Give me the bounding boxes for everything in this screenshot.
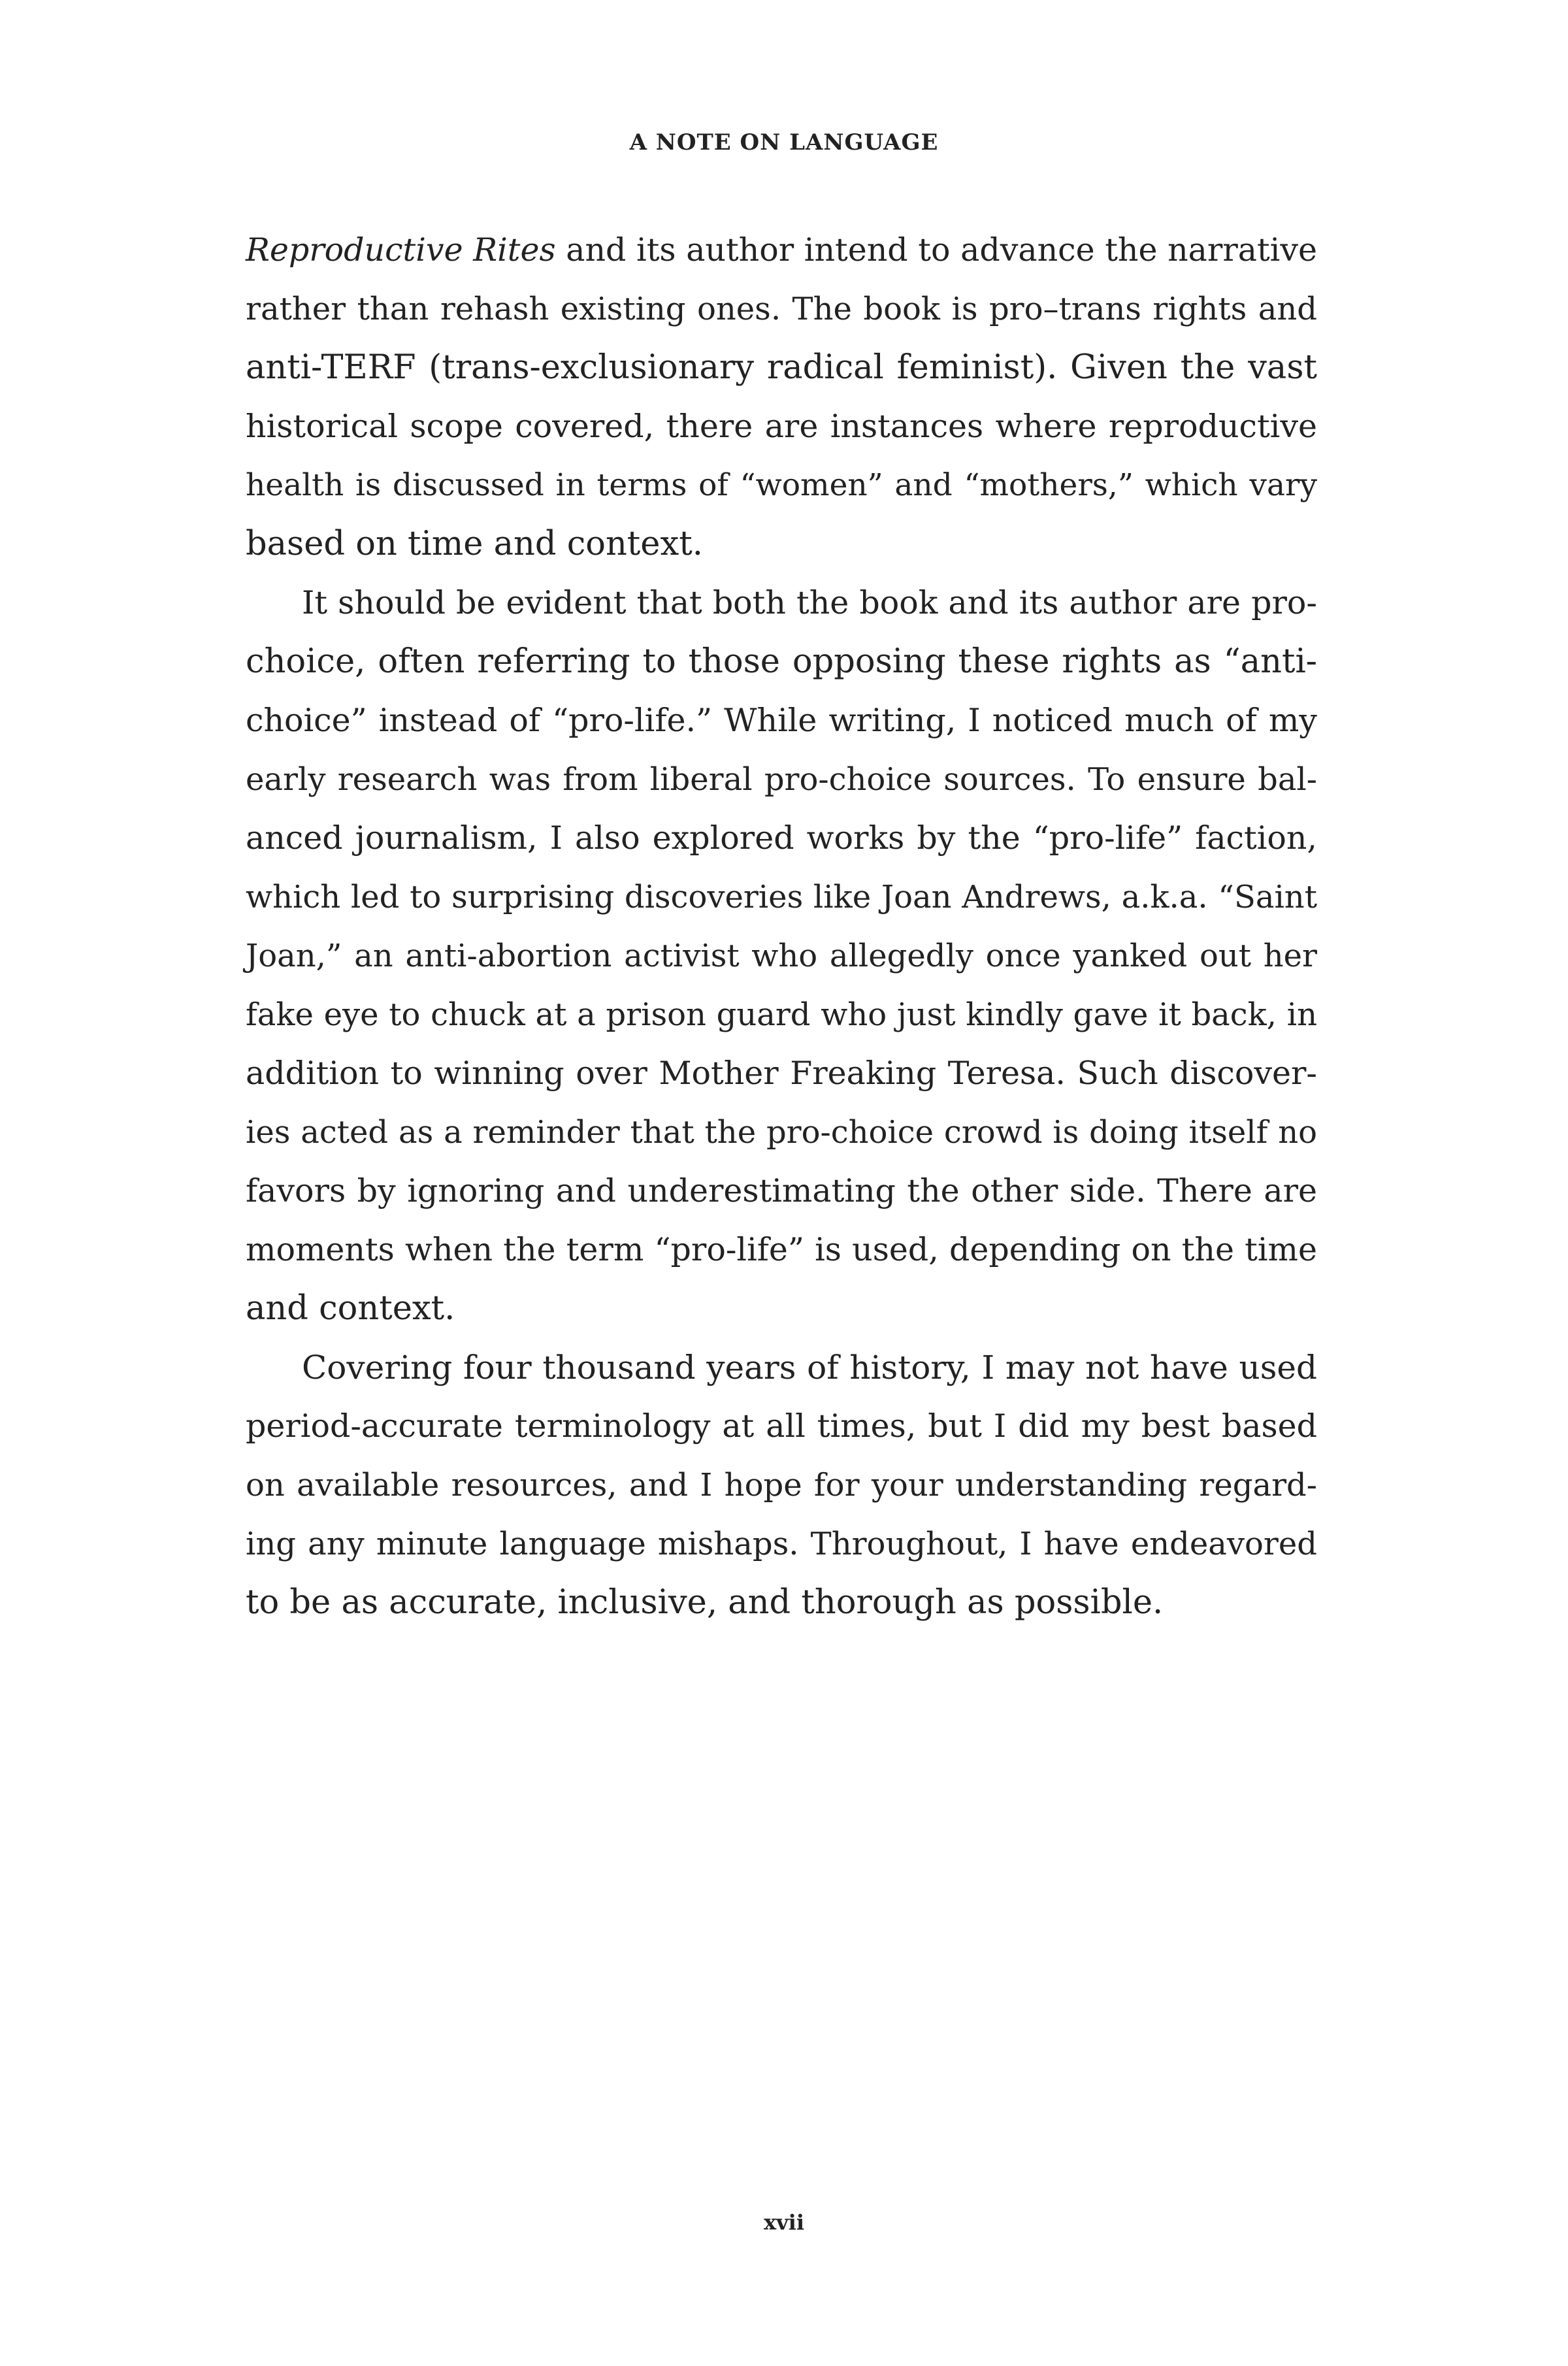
- text-line: Joan,” an anti-abortion activist who allegedly once yanked out her: [246, 938, 1317, 974]
- text-line: favors by ignoring and underestimating the other side. There are: [246, 1172, 1317, 1209]
- text-line: based on time and context.: [246, 525, 703, 563]
- text-line: health is discussed in terms of “women” and “mothers,” which vary: [246, 467, 1317, 503]
- text-line: ing any minute language mishaps. Throughout, I have endeavored: [246, 1526, 1317, 1562]
- text-line: [246, 221, 1317, 280]
- text-line: which led to surprising discoveries like Joan Andrews, a.k.a. “Saint: [246, 879, 1317, 915]
- text-line: historical scope covered, there are instances where reproductive: [246, 408, 1317, 445]
- book-title-italic: Reproductive Rites: [246, 231, 556, 269]
- paragraph-3: [246, 1338, 1317, 1632]
- text-line: It should be evident that both the book and its author are pro-: [302, 584, 1317, 621]
- text-line: anced journalism, I also explored works by the “pro-life” faction,: [246, 819, 1317, 857]
- running-head: A NOTE ON LANGUAGE: [629, 129, 939, 156]
- text-line: and context.: [246, 1289, 455, 1328]
- page-number: xvii: [764, 2210, 804, 2235]
- text-line: Covering four thousand years of history, I may not have used: [302, 1349, 1317, 1387]
- text-line: rather than rehash existing ones. The book is pro–trans rights and: [246, 291, 1317, 327]
- body-text: [246, 221, 1317, 1632]
- text-line: choice, often referring to those opposing these rights as “anti-: [246, 642, 1317, 681]
- text-line: moments when the term “pro-life” is used, depending on the time: [246, 1231, 1317, 1268]
- text-line-rest: and its author intend to advance the narrative: [555, 231, 1317, 269]
- text-line: period-accurate terminology at all times, but I did my best based: [246, 1407, 1317, 1445]
- text-line: to be as accurate, inclusive, and thorough as possible.: [246, 1583, 1164, 1622]
- text-line: ies acted as a reminder that the pro-choice crowd is doing itself no: [246, 1114, 1317, 1151]
- text-line: early research was from liberal pro-choice sources. To ensure bal-: [246, 761, 1317, 798]
- paragraph-1: [246, 221, 1317, 574]
- paragraph-2: [246, 574, 1317, 1338]
- text-line: fake eye to chuck at a prison guard who just kindly gave it back, in: [246, 996, 1317, 1033]
- text-line: on available resources, and I hope for your understanding regard-: [246, 1467, 1317, 1503]
- text-line: choice” instead of “pro-life.” While writing, I noticed much of my: [246, 702, 1317, 739]
- text-line: addition to winning over Mother Freaking Teresa. Such discover-: [246, 1055, 1317, 1092]
- text-line: anti-TERF (trans-exclusionary radical feminist). Given the vast: [246, 348, 1317, 387]
